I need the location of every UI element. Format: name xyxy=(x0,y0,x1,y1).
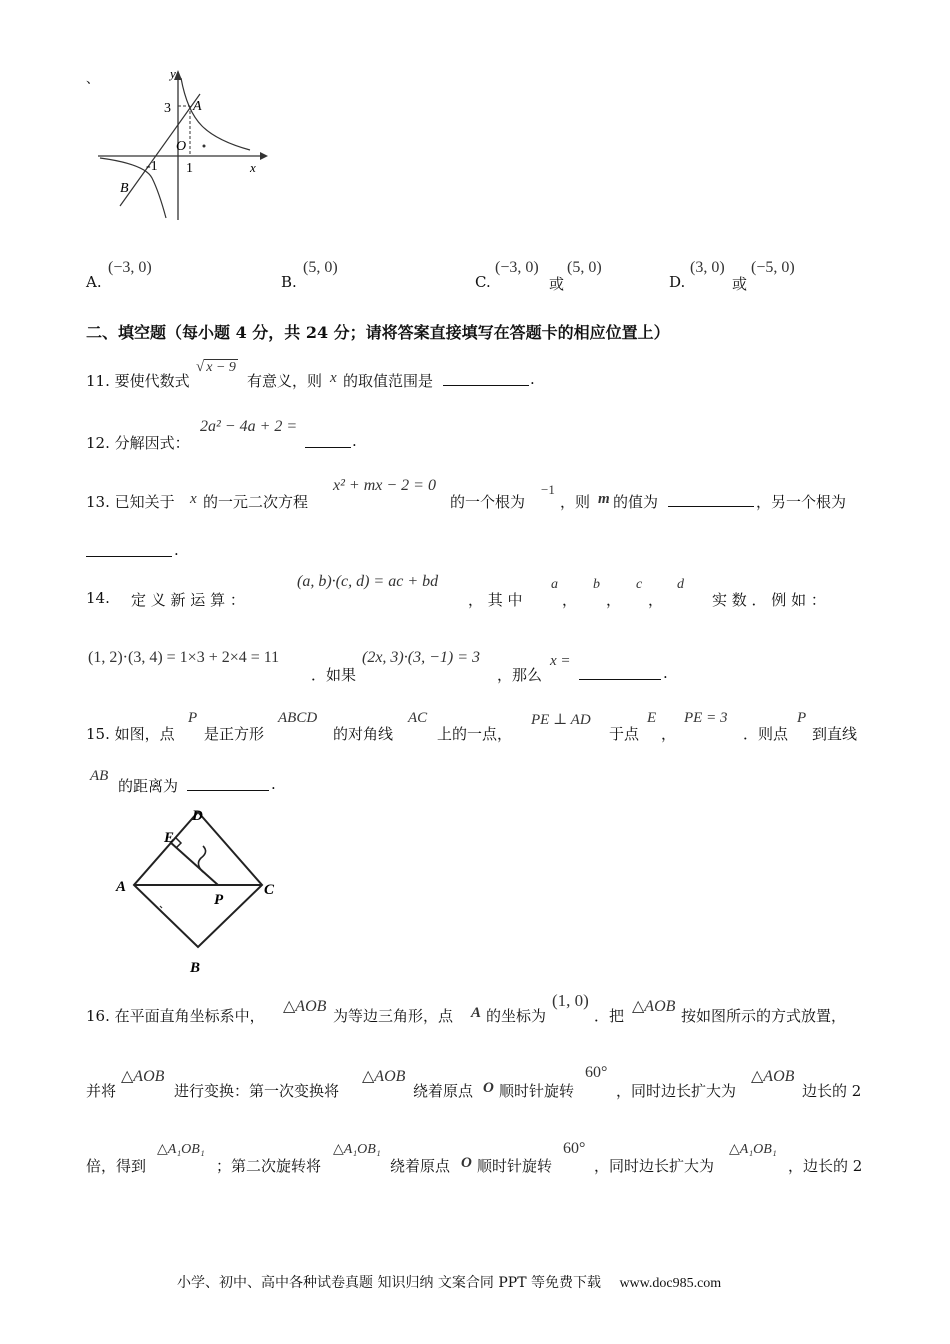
q15-text7: 的距离为 xyxy=(118,777,179,795)
footer-url[interactable]: www.doc985.com xyxy=(619,1276,722,1291)
label-B: B xyxy=(120,181,129,196)
option-d-value2: (−5, 0) xyxy=(751,259,795,276)
q16-line2-pre: 并将 xyxy=(86,1082,117,1100)
q13-root: −1 xyxy=(541,482,555,497)
q14-text4: ．如果 xyxy=(311,666,357,684)
q16-triangle-5: △AOB xyxy=(751,1068,795,1085)
q16-text2: 的坐标为 xyxy=(486,1007,547,1025)
label-O: O xyxy=(176,139,187,154)
q15-text1: 是正方形 xyxy=(204,725,265,743)
q14-d: d xyxy=(677,577,684,592)
q14-num: 14. xyxy=(86,589,110,607)
q16-O2: O xyxy=(461,1155,472,1171)
q16-A: A xyxy=(471,1005,482,1021)
q16-O1: O xyxy=(483,1080,494,1096)
label-E: E xyxy=(164,830,175,846)
q12-pre: 12. 分解因式： xyxy=(86,434,190,452)
q11-mid: 有意义，则 xyxy=(247,372,323,390)
q15-AC: AC xyxy=(408,710,428,726)
footer-text: 小学、初中、高中各种试卷真题 知识归纳 文案合同 PPT 等免费下载 xyxy=(177,1275,601,1291)
q14-a: a xyxy=(551,577,558,592)
q14-end: . xyxy=(663,664,668,682)
label-B: B xyxy=(190,960,201,976)
q16-triangle-6: △A₁OB₁ xyxy=(157,1142,205,1157)
label-D: D xyxy=(192,808,203,824)
q13-mid5: ，另一个根为 xyxy=(756,493,847,511)
q15-text3: 上的一点， xyxy=(437,725,513,743)
q13-answer-blank-1[interactable] xyxy=(668,491,754,507)
q16-pre: 16. 在平面直角坐标系中， xyxy=(86,1007,265,1025)
label-one: 1 xyxy=(186,161,193,176)
q13-var: x xyxy=(190,491,197,507)
q16-line2-text1: 进行变换：第一次变换将 xyxy=(174,1082,340,1100)
q14-comma3: ， xyxy=(648,591,664,609)
q16-text1: 为等边三角形，点 xyxy=(333,1007,454,1025)
q16-text3: ．把 xyxy=(594,1007,625,1025)
option-b-label: B. xyxy=(281,273,297,291)
q15-E: E xyxy=(647,710,657,726)
q12-answer-blank[interactable] xyxy=(305,432,351,448)
q13-mid2: 的一个根为 xyxy=(450,493,526,511)
q16-triangle-7: △A₁OB₁ xyxy=(333,1142,381,1157)
q16-line2-text5: 边长的 2 xyxy=(802,1082,862,1100)
label-neg-one: -1 xyxy=(146,159,158,174)
q13-end: . xyxy=(174,541,179,559)
measure-mark xyxy=(198,846,205,872)
q14-answer-blank[interactable] xyxy=(579,664,661,680)
q15-text4: 于点 xyxy=(609,725,640,743)
q15-pe3: PE = 3 xyxy=(684,710,728,726)
q11-radicand: x − 9 xyxy=(206,360,236,375)
option-d-or: 或 xyxy=(732,275,748,293)
q13-m: m xyxy=(598,491,610,507)
q16-triangle-3: △AOB xyxy=(121,1068,165,1085)
q16-line3-pre: 倍，得到 xyxy=(86,1157,147,1175)
line-AB xyxy=(120,94,200,206)
q14-condition: (2x, 3)·(3, −1) = 3 xyxy=(362,649,481,666)
option-c-or: 或 xyxy=(549,275,565,293)
q13-mid3: ，则 xyxy=(560,493,591,511)
label-C: C xyxy=(264,882,275,898)
section-heading: 二、填空题（每小题 4 分，共 24 分；请将答案直接填写在答题卡的相应位置上） xyxy=(86,323,670,342)
q15-AB: AB xyxy=(90,768,109,784)
option-c-value1: (−3, 0) xyxy=(495,259,539,276)
option-d-value1: (3, 0) xyxy=(690,259,725,276)
q15-ABCD: ABCD xyxy=(278,710,318,726)
q16-triangle-8: △A₁OB₁ xyxy=(729,1142,777,1157)
q16-line3-text1: ；第二次旋转将 xyxy=(216,1157,322,1175)
q16-triangle-2: △AOB xyxy=(632,998,676,1015)
q11-sqrt: √ x − 9 xyxy=(196,359,236,375)
square-ABCD xyxy=(134,812,262,947)
q12-expression: 2a² − 4a + 2 = xyxy=(200,418,298,435)
q14-b: b xyxy=(593,577,600,592)
q14-text1: 定 义 新 运 算 ： xyxy=(131,591,245,609)
label-three: 3 xyxy=(164,101,171,116)
option-a-value: (−3, 0) xyxy=(108,259,152,276)
q14-x-equals: x = xyxy=(550,653,571,669)
option-c-value2: (5, 0) xyxy=(567,259,602,276)
q14-comma2: ， xyxy=(606,591,622,609)
q11-var: x xyxy=(330,370,337,386)
q13-answer-blank-2[interactable] xyxy=(86,541,172,557)
q13-mid1: 的一元二次方程 xyxy=(203,493,309,511)
segment-PE xyxy=(170,842,218,885)
coordinate-graph-figure xyxy=(90,66,270,226)
q16-triangle-4: △AOB xyxy=(362,1068,406,1085)
hyperbola-branch-right xyxy=(181,78,250,150)
label-A: A xyxy=(116,879,127,895)
q15-P: P xyxy=(188,710,198,726)
label-x: x xyxy=(250,160,256,175)
q14-definition: (a, b)·(c, d) = ac + bd xyxy=(297,573,439,590)
q15-answer-blank[interactable] xyxy=(187,775,269,791)
label-P: P xyxy=(214,892,224,908)
q15-perp: PE ⊥ AD xyxy=(531,712,591,728)
x-axis-arrow xyxy=(260,152,268,160)
q15-text6: 到直线 xyxy=(812,725,858,743)
q16-triangle-1: △AOB xyxy=(283,998,327,1015)
q14-text2: ， 其 中 xyxy=(468,591,523,609)
footer xyxy=(177,1272,721,1292)
q15-end: . xyxy=(271,775,276,793)
q16-line2-text3: 顺时针旋转 xyxy=(499,1082,575,1100)
q16-coord-A: (1, 0) xyxy=(552,991,589,1010)
q11-post: 的取值范围是 xyxy=(343,372,434,390)
q15-text2: 的对角线 xyxy=(333,725,394,743)
option-b-value: (5, 0) xyxy=(303,259,338,276)
option-a-label: A. xyxy=(86,273,102,291)
q14-text3: 实 数 ． 例 如 ： xyxy=(712,591,826,609)
stray-mark: 、 xyxy=(86,72,100,87)
label-A: A xyxy=(193,99,202,114)
option-d-label: D. xyxy=(669,273,686,291)
q16-line3-text2: 绕着原点 xyxy=(390,1157,451,1175)
q13-pre: 13. 已知关于 xyxy=(86,493,175,511)
q14-text5: ，那么 xyxy=(497,666,543,684)
q15-pre: 15. 如图，点 xyxy=(86,725,175,743)
q11-pre: 11. 要使代数式 xyxy=(86,372,190,390)
q16-line3-text5: ，边长的 2 xyxy=(788,1157,863,1175)
q14-comma1: ， xyxy=(562,591,578,609)
q15-P2: P xyxy=(797,710,807,726)
q16-deg1: 60° xyxy=(585,1064,608,1081)
option-c-label: C. xyxy=(475,273,491,291)
stray-dot xyxy=(203,145,206,148)
q16-line2-text4: ，同时边长扩大为 xyxy=(616,1082,737,1100)
q12-end: . xyxy=(352,432,357,450)
q14-c: c xyxy=(636,577,643,592)
q16-line2-text2: 绕着原点 xyxy=(413,1082,474,1100)
q11-end: . xyxy=(530,370,535,388)
q15-comma: ， xyxy=(661,725,677,743)
q16-line3-text4: ，同时边长扩大为 xyxy=(594,1157,715,1175)
square-figure xyxy=(110,800,290,980)
q16-deg2: 60° xyxy=(563,1140,586,1157)
label-y: y xyxy=(170,66,176,81)
q15-text5: ．则点 xyxy=(743,725,789,743)
q14-example: (1, 2)·(3, 4) = 1×3 + 2×4 = 11 xyxy=(88,649,280,666)
q13-equation: x² + mx − 2 = 0 xyxy=(333,477,436,494)
q16-text4: 按如图所示的方式放置， xyxy=(681,1007,847,1025)
q11-answer-blank[interactable] xyxy=(443,370,529,386)
q16-line3-text3: 顺时针旋转 xyxy=(477,1157,553,1175)
tick-mark xyxy=(160,906,162,908)
q13-mid4: 的值为 xyxy=(613,493,659,511)
